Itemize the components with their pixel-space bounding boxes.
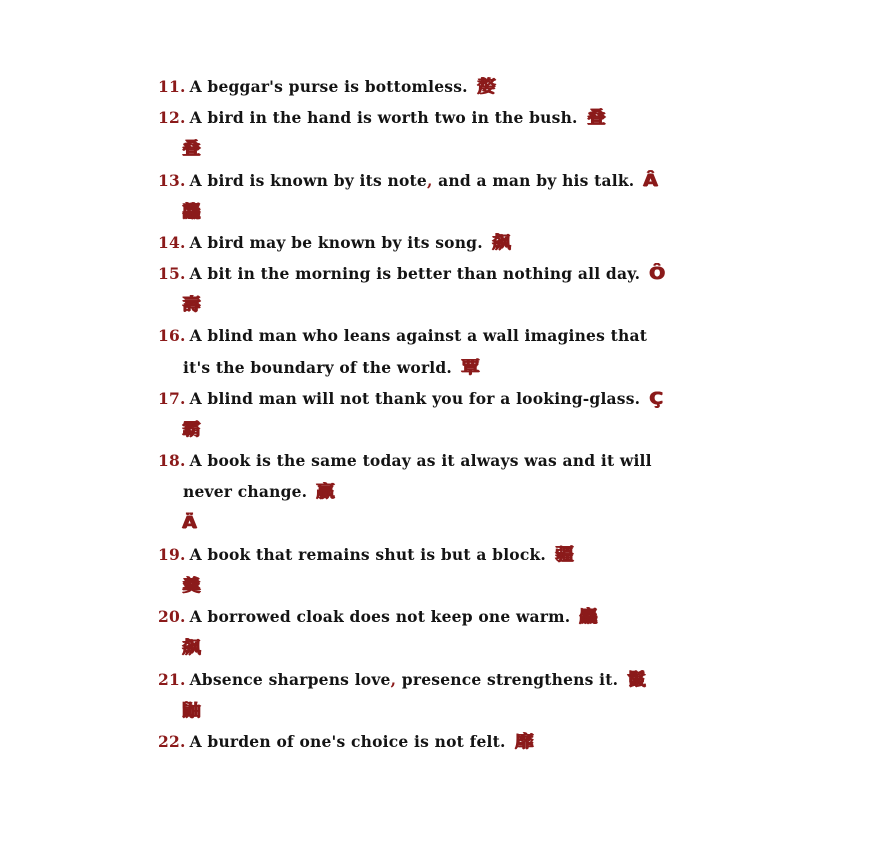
proverb-number: 15. bbox=[158, 264, 186, 283]
decorative-mark-icon: 嫠 bbox=[476, 77, 496, 97]
proverb-text: Absence sharpens love, presence strengthens it. bbox=[189, 670, 619, 689]
proverb-15 bbox=[158, 264, 665, 284]
decorative-mark-icon: 麤 bbox=[579, 607, 599, 627]
proverb-number: 12. bbox=[158, 108, 186, 127]
proverb-text: it's the boundary of the world. bbox=[183, 358, 453, 377]
proverb-17-continuation bbox=[183, 420, 200, 440]
decorative-mark-icon: 贏 bbox=[316, 482, 336, 502]
decorative-mark-icon: 羹 bbox=[182, 576, 202, 596]
decorative-mark-icon: 飙 bbox=[491, 233, 511, 253]
decorative-mark-icon: 覃 bbox=[461, 358, 481, 378]
proverb-number: 20. bbox=[158, 607, 186, 626]
proverb-number: 17. bbox=[158, 389, 186, 408]
proverb-12 bbox=[158, 108, 605, 128]
proverb-14 bbox=[158, 233, 510, 253]
proverb-text: A bit in the morning is better than nothing all day. bbox=[189, 264, 641, 283]
proverb-number: 16. bbox=[158, 326, 186, 345]
decorative-mark-icon: 叠 bbox=[586, 108, 606, 128]
proverb-number: 21. bbox=[158, 670, 186, 689]
proverb-13-continuation bbox=[183, 202, 200, 222]
decorative-mark-icon: 飙 bbox=[182, 638, 202, 658]
proverb-11 bbox=[158, 77, 495, 97]
proverb-text: A bird is known by its note, and a man by his talk. bbox=[189, 171, 635, 190]
decorative-mark-icon: Ô bbox=[649, 264, 666, 284]
proverb-18-continuation bbox=[183, 482, 334, 502]
proverb-19 bbox=[158, 545, 573, 565]
decorative-mark-icon: Â bbox=[643, 171, 659, 191]
proverb-text: A burden of one's choice is not felt. bbox=[189, 732, 506, 751]
proverb-number: 11. bbox=[158, 77, 186, 96]
proverb-18-continuation-2 bbox=[183, 513, 196, 533]
proverb-21 bbox=[158, 670, 645, 690]
decorative-mark-icon: 鼬 bbox=[182, 701, 202, 721]
decorative-mark-icon: 疆 bbox=[555, 545, 575, 565]
proverb-16 bbox=[158, 326, 647, 346]
proverb-19-continuation bbox=[183, 576, 200, 596]
proverb-number: 13. bbox=[158, 171, 186, 190]
decorative-mark-icon: 壽 bbox=[182, 295, 202, 315]
proverb-22 bbox=[158, 732, 533, 752]
decorative-mark-icon: 鬣 bbox=[627, 670, 647, 690]
proverb-number: 19. bbox=[158, 545, 186, 564]
proverb-20-continuation bbox=[183, 638, 200, 658]
decorative-mark-icon: Ç bbox=[649, 389, 664, 409]
decorative-mark-icon: 霸 bbox=[182, 420, 202, 440]
proverb-text: A bird in the hand is worth two in the bush. bbox=[189, 108, 578, 127]
decorative-mark-icon: 叠 bbox=[182, 139, 202, 159]
proverb-text: A book is the same today as it always was and it will bbox=[189, 451, 652, 470]
proverb-20 bbox=[158, 607, 598, 627]
proverb-text: A book that remains shut is but a block. bbox=[189, 545, 547, 564]
proverb-number: 18. bbox=[158, 451, 186, 470]
proverb-17 bbox=[158, 389, 663, 409]
proverb-15-continuation bbox=[183, 295, 200, 315]
proverb-16-continuation bbox=[183, 358, 479, 378]
proverb-text: A beggar's purse is bottomless. bbox=[189, 77, 468, 96]
proverb-number: 22. bbox=[158, 732, 186, 751]
proverb-text: never change. bbox=[183, 482, 308, 501]
proverb-number: 14. bbox=[158, 233, 186, 252]
decorative-mark-icon: Ä bbox=[182, 513, 198, 533]
proverb-18 bbox=[158, 451, 652, 471]
proverb-text: A bird may be known by its song. bbox=[189, 233, 483, 252]
proverb-13 bbox=[158, 171, 658, 191]
decorative-mark-icon: 靡 bbox=[514, 732, 534, 752]
proverb-text: A blind man will not thank you for a looking-glass. bbox=[189, 389, 641, 408]
proverb-21-continuation bbox=[183, 701, 200, 721]
proverb-12-continuation bbox=[183, 139, 200, 159]
proverb-text: A borrowed cloak does not keep one warm. bbox=[189, 607, 571, 626]
decorative-mark-icon: 龘 bbox=[182, 202, 202, 222]
proverb-text: A blind man who leans against a wall imagines that bbox=[189, 326, 648, 345]
